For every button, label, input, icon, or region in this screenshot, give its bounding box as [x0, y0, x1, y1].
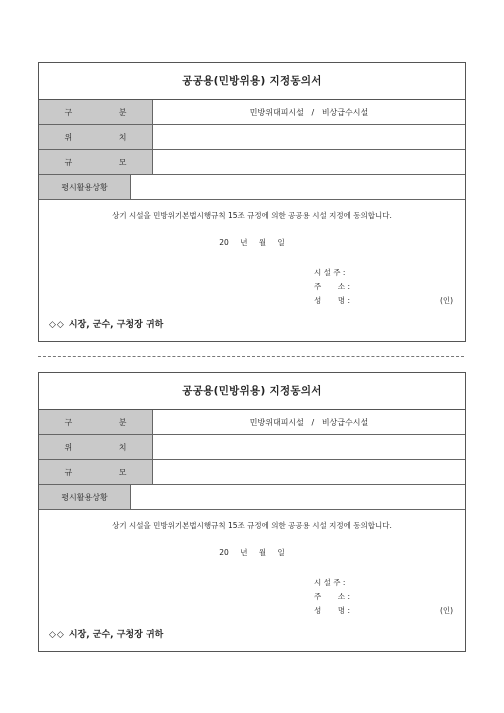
address-line — [314, 591, 350, 602]
facility-owner-line — [314, 577, 345, 588]
form-title: 공공용(민방위용) 지정동의서 — [39, 63, 465, 100]
label-scale: 규 모 — [39, 460, 153, 484]
value-location[interactable] — [153, 125, 465, 149]
value-category[interactable]: 민방위대피시설 / 비상급수시설 — [249, 107, 369, 117]
form-title: 공공용(민방위용) 지정동의서 — [39, 373, 465, 410]
seal-mark: (인) — [440, 296, 454, 305]
address-label: 주 소 : — [314, 282, 351, 291]
row-scale — [39, 460, 465, 485]
name-label: 성 명 : — [314, 296, 351, 305]
addressee-text: 시장, 군수, 구청장 귀하 — [68, 630, 164, 640]
address-line — [314, 281, 350, 292]
row-category — [39, 100, 465, 125]
name-label: 성 명 : — [314, 606, 351, 615]
diamond-icon: ◇◇ — [49, 630, 65, 640]
label-location: 위 치 — [39, 125, 153, 149]
consent-form-top — [38, 62, 466, 342]
label-scale: 규 모 — [39, 150, 153, 174]
consent-form-bottom — [38, 372, 466, 652]
seal-mark: (인) — [440, 606, 454, 615]
row-usage — [39, 175, 465, 200]
name-line — [314, 605, 350, 616]
addressee-line — [49, 627, 163, 640]
label-usage: 평시활용상황 — [39, 485, 131, 509]
date-line: 20 년 월 일 — [219, 548, 285, 557]
address-label: 주 소 : — [314, 592, 351, 601]
label-usage: 평시활용상황 — [39, 175, 131, 199]
value-usage[interactable] — [131, 175, 465, 199]
value-category[interactable]: 민방위대피시설 / 비상급수시설 — [249, 417, 369, 427]
row-category — [39, 410, 465, 435]
value-location[interactable] — [153, 435, 465, 459]
form-body — [39, 200, 465, 337]
row-scale — [39, 150, 465, 175]
row-location — [39, 125, 465, 150]
consent-statement: 상기 시설을 민방위기본법시행규칙 15조 규정에 의한 공공용 시설 지정에 동의합니다. — [112, 521, 392, 530]
addressee-text: 시장, 군수, 구청장 귀하 — [68, 320, 164, 330]
row-location — [39, 435, 465, 460]
name-line — [314, 295, 350, 306]
value-usage[interactable] — [131, 485, 465, 509]
addressee-line — [49, 317, 163, 330]
facility-owner-label: 시 설 주 : — [314, 578, 346, 587]
facility-owner-label: 시 설 주 : — [314, 268, 346, 277]
date-line: 20 년 월 일 — [219, 238, 285, 247]
diamond-icon: ◇◇ — [49, 320, 65, 330]
row-usage — [39, 485, 465, 510]
form-body — [39, 510, 465, 647]
value-scale[interactable] — [153, 460, 465, 484]
value-scale[interactable] — [153, 150, 465, 174]
label-category: 구 분 — [39, 410, 153, 434]
cut-line-divider — [38, 356, 464, 357]
consent-statement: 상기 시설을 민방위기본법시행규칙 15조 규정에 의한 공공용 시설 지정에 동의합니다. — [112, 211, 392, 220]
facility-owner-line — [314, 267, 345, 278]
label-location: 위 치 — [39, 435, 153, 459]
label-category: 구 분 — [39, 100, 153, 124]
